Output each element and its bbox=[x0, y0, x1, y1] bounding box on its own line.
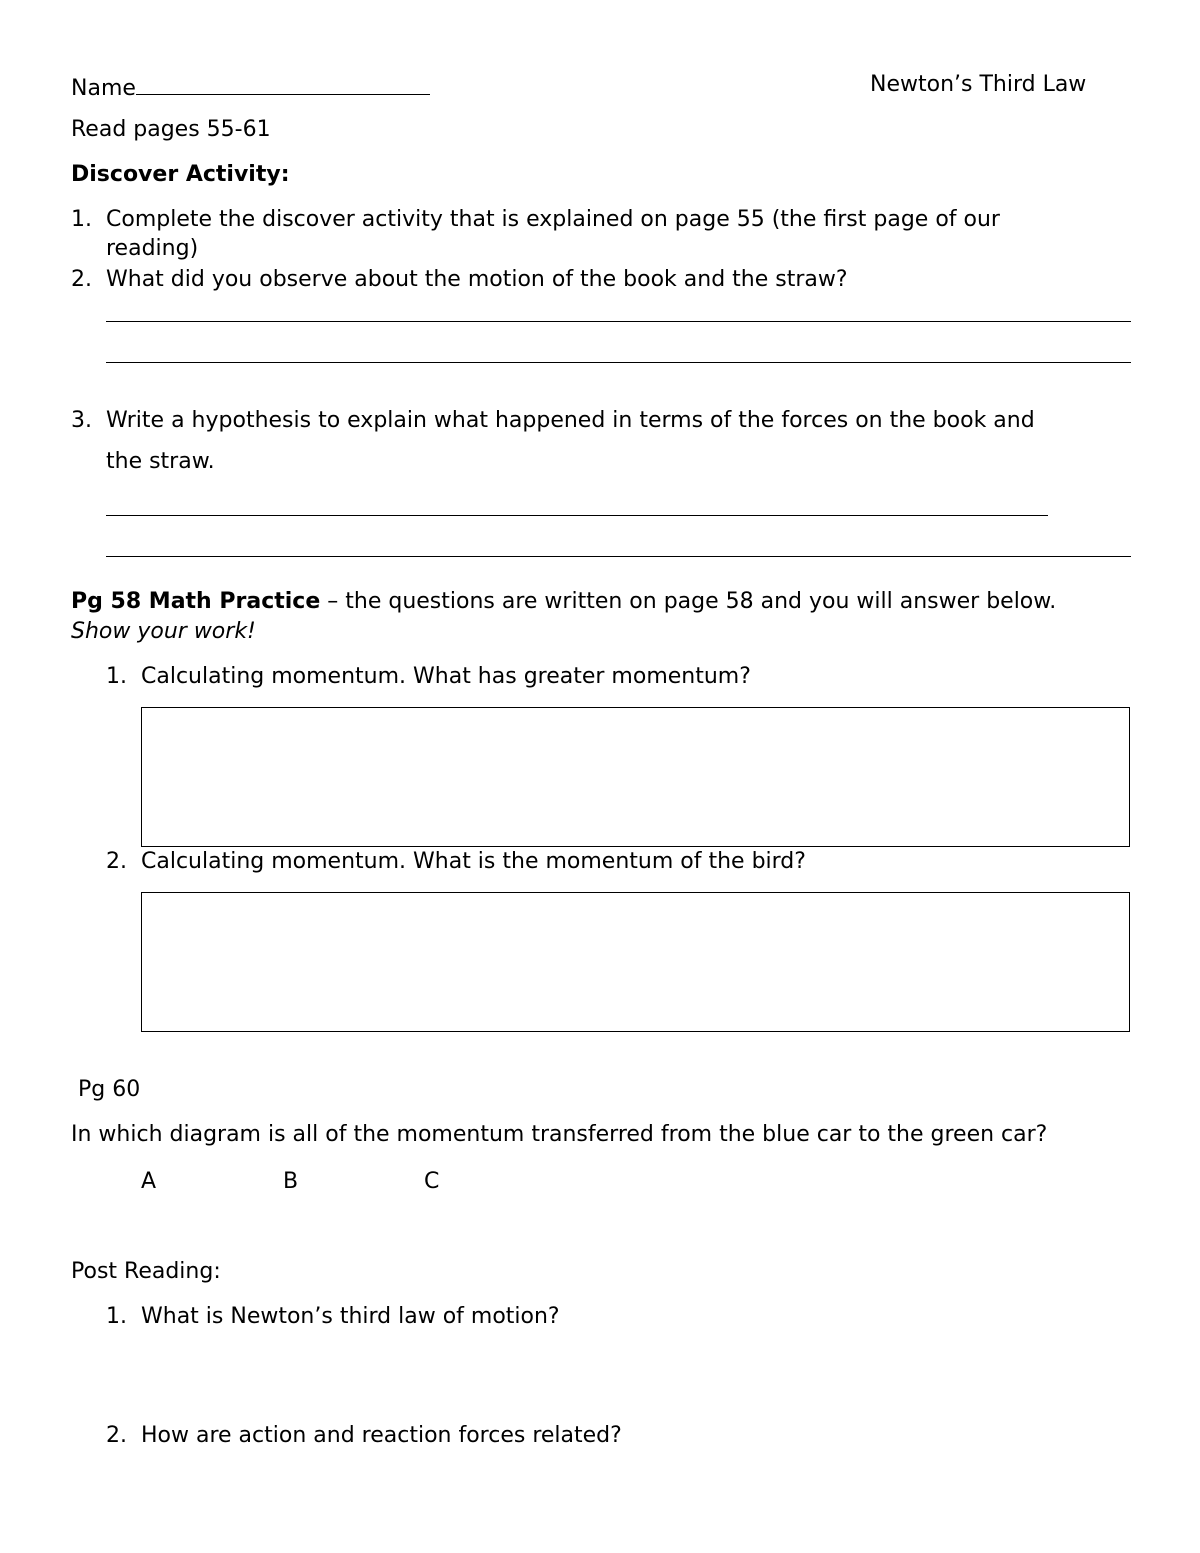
math-practice-header bbox=[71, 589, 1056, 614]
discover-item-1-text: Complete the discover activity that is explained on page 55 (the first page of our bbox=[106, 207, 1000, 232]
post-item-2-text: How are action and reaction forces related? bbox=[141, 1423, 622, 1448]
answer-line[interactable] bbox=[106, 556, 1131, 557]
work-box[interactable] bbox=[141, 892, 1130, 1032]
post-item-1-text: What is Newton’s third law of motion? bbox=[141, 1304, 560, 1329]
math-item-2-text: Calculating momentum. What is the momentum of the bird? bbox=[141, 849, 806, 874]
work-box[interactable] bbox=[141, 707, 1130, 847]
discover-item-1-number: 1. bbox=[71, 207, 92, 232]
discover-item-2-text: What did you observe about the motion of the book and the straw? bbox=[106, 267, 848, 292]
worksheet-title: Newton’s Third Law bbox=[870, 72, 1087, 97]
discover-item-1-text-cont: reading) bbox=[106, 236, 199, 261]
option-a[interactable]: A bbox=[141, 1169, 157, 1194]
pg60-question: In which diagram is all of the momentum transferred from the blue car to the green car? bbox=[71, 1122, 1048, 1147]
math-item-1-number: 1. bbox=[106, 664, 127, 689]
option-c[interactable]: C bbox=[424, 1169, 440, 1194]
post-item-1-number: 1. bbox=[106, 1304, 127, 1329]
answer-line[interactable] bbox=[106, 321, 1131, 322]
math-item-2-number: 2. bbox=[106, 849, 127, 874]
answer-line[interactable] bbox=[106, 515, 1048, 516]
reading-assignment: Read pages 55-61 bbox=[71, 117, 271, 142]
post-item-2-number: 2. bbox=[106, 1423, 127, 1448]
pg60-heading: Pg 60 bbox=[78, 1077, 141, 1102]
discover-item-3-number: 3. bbox=[71, 408, 92, 433]
name-blank[interactable] bbox=[136, 72, 430, 95]
show-work-note: Show your work! bbox=[71, 619, 256, 644]
name-label: Name bbox=[71, 76, 136, 101]
post-reading-heading: Post Reading: bbox=[71, 1259, 221, 1284]
math-practice-heading: Pg 58 Math Practice bbox=[71, 589, 321, 614]
math-practice-instructions: – the questions are written on page 58 and you will answer below. bbox=[320, 589, 1057, 614]
discover-item-3-text: Write a hypothesis to explain what happened in terms of the forces on the book and bbox=[106, 408, 1035, 433]
answer-line[interactable] bbox=[106, 362, 1131, 363]
option-b[interactable]: B bbox=[283, 1169, 299, 1194]
name-field[interactable] bbox=[71, 72, 430, 101]
discover-item-3-text-cont: the straw. bbox=[106, 449, 215, 474]
math-item-1-text: Calculating momentum. What has greater momentum? bbox=[141, 664, 751, 689]
discover-heading: Discover Activity: bbox=[71, 162, 290, 187]
discover-item-2-number: 2. bbox=[71, 267, 92, 292]
